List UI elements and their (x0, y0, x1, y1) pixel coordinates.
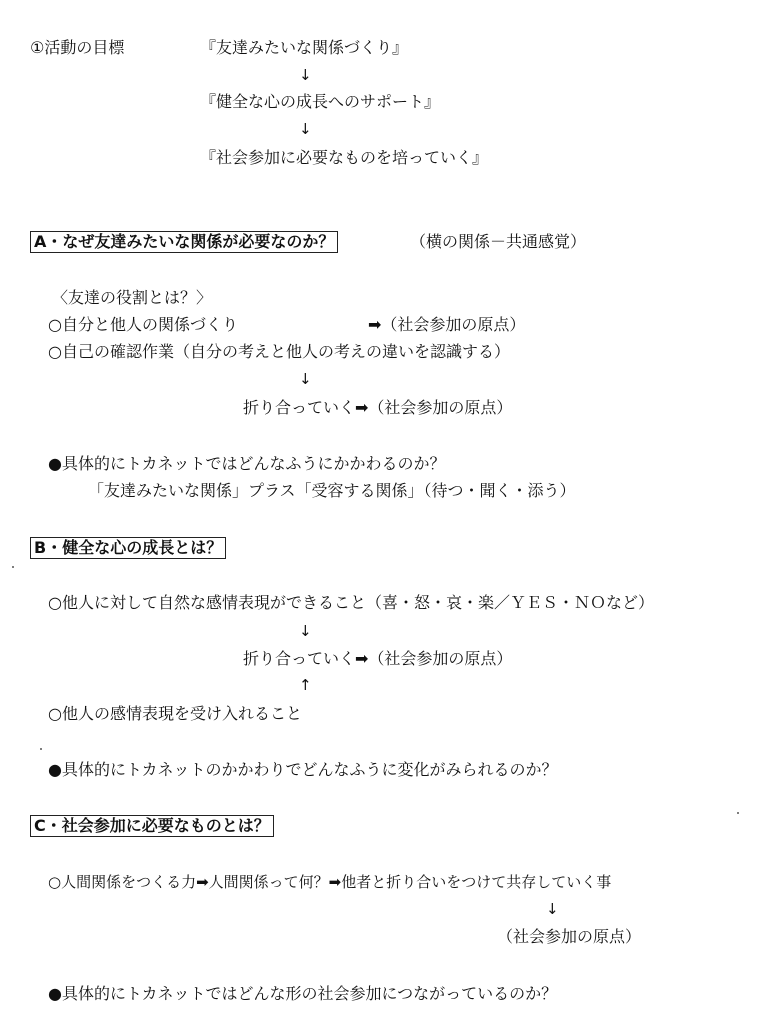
scan-speck (12, 566, 14, 568)
section-a-item-1-result: ➡（社会参加の原点） (368, 315, 526, 334)
scan-speck (737, 812, 739, 814)
section-a-heading: A・なぜ友達みたいな関係が必要なのか？ (30, 231, 338, 253)
section-b-question: ●具体的にトカネットのかかわりでどんなふうに変化がみられるのか？ (48, 760, 558, 779)
section-c-result: （社会参加の原点） (497, 927, 642, 946)
goals-label: ①活動の目標 (30, 38, 125, 57)
down-arrow-icon: ↓ (299, 370, 312, 388)
section-b-heading: B・健全な心の成長とは？ (30, 537, 226, 559)
goal-step-2: 『健全な心の成長へのサポート』 (200, 92, 441, 111)
down-arrow-icon: ↓ (299, 622, 312, 640)
scan-speck (40, 748, 42, 750)
down-arrow-icon: ↓ (546, 900, 559, 918)
section-b-item-1: ○他人に対して自然な感情表現ができること（喜・怒・哀・楽／ＹＥＳ・ＮＯなど） (48, 593, 654, 612)
goal-step-3: 『社会参加に必要なものを培っていく』 (200, 148, 489, 167)
section-c-heading: C・社会参加に必要なものとは？ (30, 815, 274, 837)
down-arrow-icon: ↓ (299, 66, 312, 84)
section-b-compromise: 折り合っていく➡（社会参加の原点） (243, 649, 513, 668)
roles-title: 〈友達の役割とは？〉 (52, 288, 213, 307)
goal-step-1: 『友達みたいな関係づくり』 (200, 38, 409, 57)
down-arrow-icon: ↓ (299, 120, 312, 138)
section-a-answer: 「友達みたいな関係」プラス「受容する関係」（待つ・聞く・添う） (88, 481, 576, 500)
up-arrow-icon: ↑ (299, 676, 312, 694)
section-a-item-2: ○自己の確認作業（自分の考えと他人の考えの違いを認識する） (48, 342, 510, 361)
section-c-item-1: ○人間関係をつくる力➡人間関係って何？➡他者と折り合いをつけて共存していく事 (48, 873, 612, 891)
section-a-item-1: ○自分と他人の関係づくり (48, 315, 238, 334)
section-b-item-2: ○他人の感情表現を受け入れること (48, 704, 302, 723)
section-c-question: ●具体的にトカネットではどんな形の社会参加につながっているのか？ (48, 984, 558, 1003)
section-a-compromise: 折り合っていく➡（社会参加の原点） (243, 398, 513, 417)
section-a-question: ●具体的にトカネットではどんなふうにかかわるのか？ (48, 454, 446, 473)
section-a-note: （横の関係－共通感覚） (410, 232, 587, 251)
